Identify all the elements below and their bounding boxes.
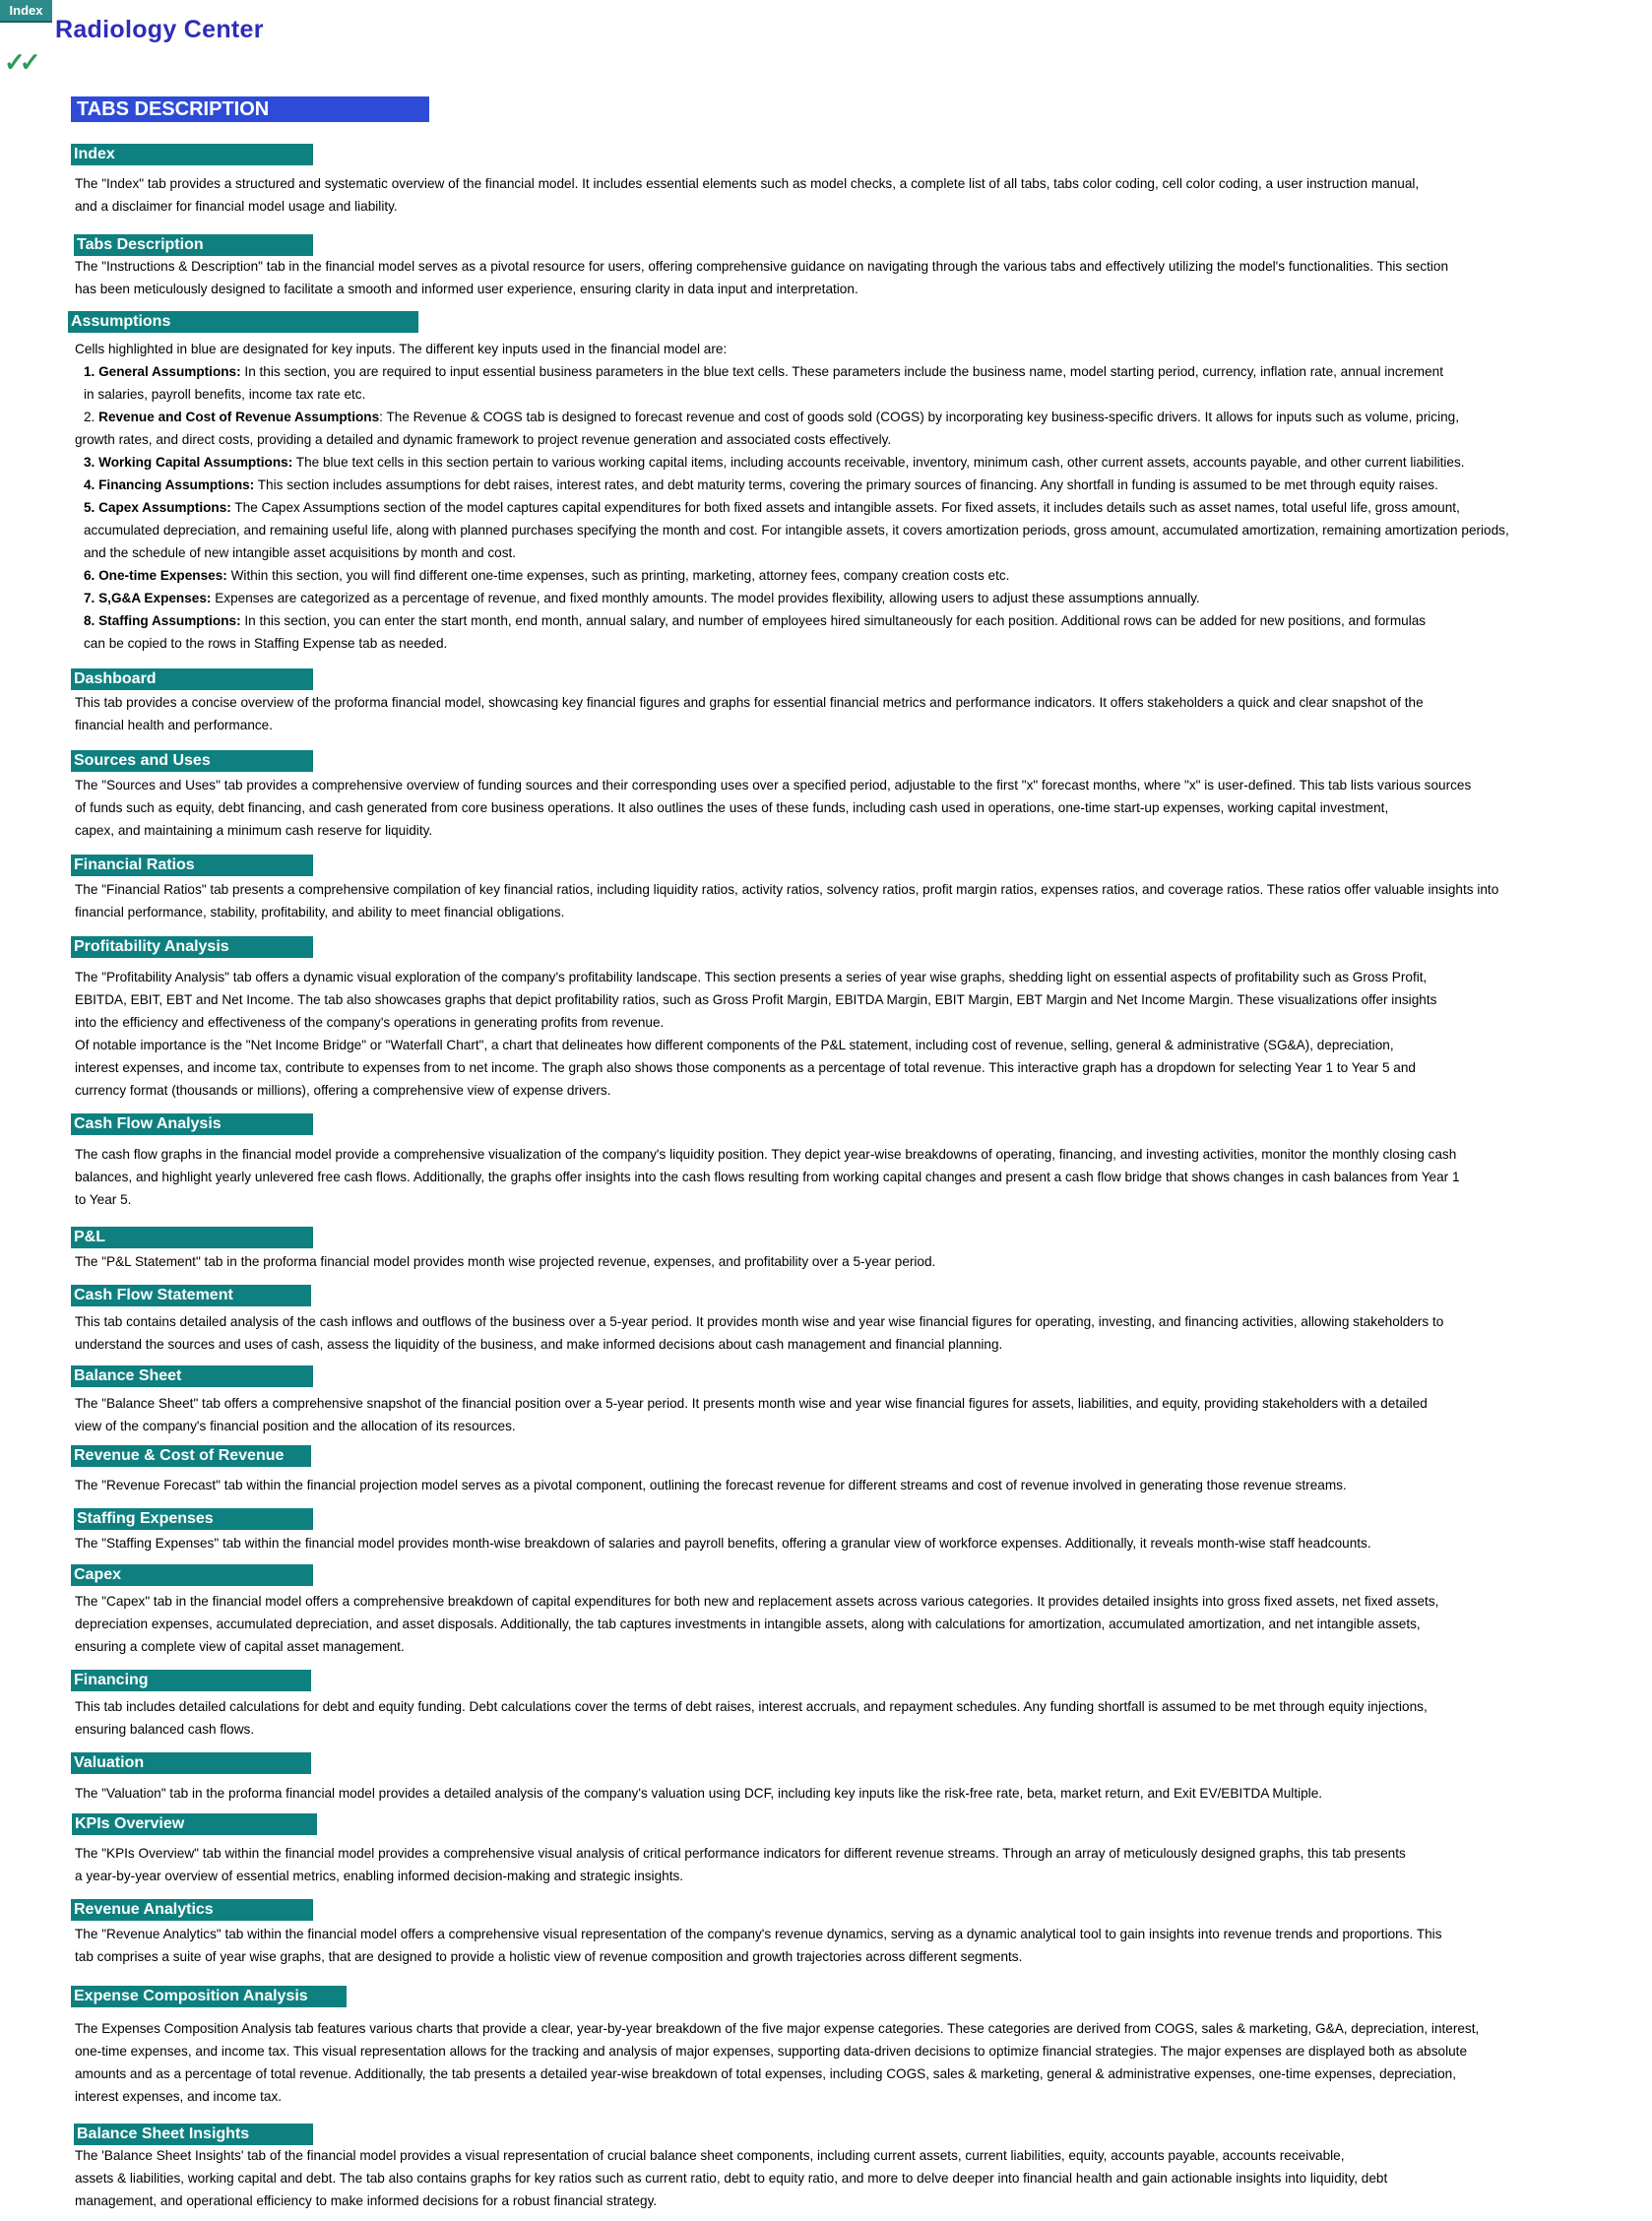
- section-text-revenue-analytics: The "Revenue Analytics" tab within the financial model offers a comprehensive visual representation of the company's revenue dynamics, serving as a dynamic analytical tool to gain insights into revenue trends and proportions. This tab comprises a suite of year wise graphs, that are designed to provide a holistic view of revenue composition and growth trajectories across different segments.: [75, 1927, 1442, 1964]
- section-header-index: Index: [71, 144, 313, 165]
- section-header-capex: Capex: [71, 1564, 313, 1586]
- check-icon: ✓✓: [4, 47, 35, 77]
- app-title: Radiology Center: [55, 16, 264, 43]
- page-title-banner: TABS DESCRIPTION: [71, 96, 429, 122]
- section-header-financial-ratios: Financial Ratios: [71, 855, 313, 876]
- section-header-bs-insights: Balance Sheet Insights: [74, 2124, 313, 2145]
- section-text-pl: The "P&L Statement" tab in the proforma financial model provides month wise projected revenue, expenses, and profitability over a 5-year period.: [75, 1254, 936, 1269]
- section-header-kpis: KPIs Overview: [72, 1813, 317, 1835]
- section-header-assumptions: Assumptions: [68, 311, 418, 333]
- section-header-sources-uses: Sources and Uses: [71, 750, 313, 772]
- section-header-profitability: Profitability Analysis: [71, 936, 313, 958]
- section-text-profitability: The "Profitability Analysis" tab offers a dynamic visual exploration of the company's profitability landscape. This section presents a series of year wise graphs, shedding light on essential aspects of profitability such as Gross Profit, EBITDA, EBIT, EBT and Net Income. The tab also showcases graphs that depict profitability ratios, such as Gross Profit Margin, EBITDA Margin, EBIT Margin, EBT Margin and Net Income Margin. These visualizations offer insights into the efficiency and effectiveness of the company's operations in generating profits from revenue. Of notable importance is the "Net Income Bridge" or "Waterfall Chart", a chart that delineates how different components of the P&L statement, including cost of revenue, selling, general & administrative (SG&A), depreciation, interest expenses, and income tax, contribute to expenses from to net income. The graph also shows those components as a percentage of total revenue. This interactive graph has a dropdown for selecting Year 1 to Year 5 and currency format (thousands or millions), offering a comprehensive view of expense drivers.: [75, 970, 1437, 1098]
- section-text-cash-flow-analysis: The cash flow graphs in the financial model provide a comprehensive visualization of the company's liquidity position. They depict year-wise breakdowns of operating, financing, and investing activities, monitor the monthly closing cash balances, and highlight yearly unlevered free cash flows. Additionally, the graphs offer insights into the cash flows resulting from working capital changes and present a cash flow bridge that shows changes in cash balances from Year 1 to Year 5.: [75, 1147, 1460, 1207]
- section-text-sources-uses: The "Sources and Uses" tab provides a comprehensive overview of funding sources and their corresponding uses over a specified period, adjustable to the first "x" forecast months, where "x" is user-defined. This tab lists various sources of funds such as equity, debt financing, and cash generated from core business operations. It also outlines the uses of these funds, including cash used in operations, one-time start-up expenses, working capital investment, capex, and maintaining a minimum cash reserve for liquidity.: [75, 778, 1472, 838]
- section-header-tabs-description: Tabs Description: [74, 234, 313, 256]
- section-header-pl: P&L: [71, 1227, 313, 1248]
- section-text-dashboard: This tab provides a concise overview of the proforma financial model, showcasing key financial figures and graphs for essential financial metrics and performance indicators. It offers stakeholders a quick and clear snapshot of the financial health and performance.: [75, 695, 1424, 732]
- section-text-balance-sheet: The "Balance Sheet" tab offers a comprehensive snapshot of the financial position over a 5-year period. It presents month wise and year wise financial figures for assets, liabilities, and equity, providing stakeholders with a detailed view of the company's financial position and the allocation of its resources.: [75, 1396, 1428, 1433]
- section-header-cash-flow-statement: Cash Flow Statement: [71, 1285, 311, 1306]
- section-text-kpis: The "KPIs Overview" tab within the financial model provides a comprehensive visual analysis of critical performance indicators for different revenue streams. Through an array of meticulously designed graphs, this tab presents a year-by-year overview of essential metrics, enabling informed decision-making and strategic insights.: [75, 1846, 1406, 1883]
- section-text-capex: The "Capex" tab in the financial model offers a comprehensive breakdown of capital expenditures for both new and replacement assets across various categories. It provides detailed insights into gross fixed assets, net fixed assets, depreciation expenses, accumulated depreciation, and asset disposals. Additionally, the tab captures investments in intangible assets, along with calculations for amortization, accumulated amortization, and net intangible assets, ensuring a complete view of capital asset management.: [75, 1594, 1439, 1654]
- index-nav-button[interactable]: Index: [0, 0, 52, 23]
- section-text-index: The "Index" tab provides a structured and systematic overview of the financial model. It includes essential elements such as model checks, a complete list of all tabs, tabs color coding, cell color coding, a user instruction manual, and a disclaimer for financial model usage and liability.: [75, 176, 1420, 214]
- section-text-valuation: The "Valuation" tab in the proforma financial model provides a detailed analysis of the company's valuation using DCF, including key inputs like the risk-free rate, beta, market return, and Exit EV/EBITDA Multiple.: [75, 1786, 1323, 1801]
- section-header-balance-sheet: Balance Sheet: [71, 1365, 313, 1387]
- section-header-dashboard: Dashboard: [71, 668, 313, 690]
- section-header-staffing: Staffing Expenses: [74, 1508, 313, 1530]
- section-header-revenue-analytics: Revenue Analytics: [71, 1899, 313, 1921]
- section-header-revenue-cost: Revenue & Cost of Revenue: [71, 1445, 311, 1467]
- section-header-cash-flow-analysis: Cash Flow Analysis: [71, 1113, 313, 1135]
- section-text-assumptions: Cells highlighted in blue are designated for key inputs. The different key inputs used in the financial model are: 1. General Assumptions: In this section, you are required to input essential business parameters in the blue text cells. These parameters include the business name, model starting period, currency, inflation rate, annual increment in salaries, payroll benefits, income tax rate etc. 2. Revenue and Cost of Revenue Assumptions: The Revenue & COGS tab is designed to forecast revenue and cost of goods sold (COGS) by incorporating key business-specific drivers. It allows for inputs such as volume, pricing, growth rates, and direct costs, providing a detailed and dynamic framework to project revenue generation and associated costs effectively. 3. Working Capital Assumptions: The blue text cells in this section pertain to various working capital items, including accounts receivable, inventory, minimum cash, other current assets, accounts payable, and other current liabilities. 4. Financing Assumptions: This section includes assumptions for debt raises, interest rates, and debt maturity terms, covering the primary sources of financing. Any shortfall in funding is assumed to be met through equity raises. 5. Capex Assumptions: The Capex Assumptions section of the model captures capital expenditures for both fixed assets and intangible assets. For fixed assets, it includes details such as asset names, total useful life, gross amount, accumulated depreciation, and remaining useful life, along with planned purchases specifying the month and cost. For intangible assets, it covers amortization periods, gross amount, accumulated amortization, remaining amortization periods, and the schedule of new intangible asset acquisitions by month and cost. 6. One-time Expenses: Within this section, you will find different one-time expenses, such as printing, marketing, attorney fees, company creation costs etc. 7. S,G&A Expenses: Expenses are categorized as a percentage of revenue, and fixed monthly amounts. The model provides flexibility, allowing users to adjust these assumptions annually. 8. Staffing Assumptions: In this section, you can enter the start month, end month, annual salary, and number of employees hired simultaneously for each position. Additional rows can be added for new positions, and formulas can be copied to the rows in Staffing Expense tab as needed.: [75, 342, 1509, 651]
- section-text-expense-composition: The Expenses Composition Analysis tab features various charts that provide a clear, year-by-year breakdown of the five major expense categories. These categories are derived from COGS, sales & marketing, G&A, depreciation, interest, one-time expenses, and income tax. This visual representation allows for the tracking and analysis of major expenses, supporting data-driven decisions to optimize financial strategies. The major expenses are displayed both as absolute amounts and as a percentage of total revenue. Additionally, the tab presents a detailed year-wise breakdown of total expenses, including COGS, sales & marketing, general & administrative expenses, one-time expenses, depreciation, interest expenses, and income tax.: [75, 2021, 1480, 2104]
- section-header-valuation: Valuation: [71, 1752, 311, 1774]
- section-header-expense-composition: Expense Composition Analysis: [71, 1986, 347, 2007]
- section-text-staffing: The "Staffing Expenses" tab within the financial model provides month-wise breakdown of salaries and payroll benefits, offering a granular view of workforce expenses. Additionally, it reveals month-wise staff headcounts.: [75, 1536, 1371, 1551]
- section-text-revenue-cost: The "Revenue Forecast" tab within the financial projection model serves as a pivotal component, outlining the forecast revenue for different streams and cost of revenue involved in generating those revenue streams.: [75, 1478, 1347, 1492]
- section-text-financial-ratios: The "Financial Ratios" tab presents a comprehensive compilation of key financial ratios, including liquidity ratios, activity ratios, solvency ratios, profit margin ratios, expenses ratios, and coverage ratios. These ratios offer valuable insights into financial performance, stability, profitability, and ability to meet financial obligations.: [75, 882, 1499, 920]
- section-header-financing: Financing: [71, 1670, 311, 1691]
- section-text-tabs-description: The "Instructions & Description" tab in the financial model serves as a pivotal resource for users, offering comprehensive guidance on navigating through the various tabs and effectively utilizing the model's functionalities. This section has been meticulously designed to facilitate a smooth and informed user experience, ensuring clarity in data input and interpretation.: [75, 259, 1449, 296]
- section-text-cash-flow-statement: This tab contains detailed analysis of the cash inflows and outflows of the business over a 5-year period. It provides month wise and year wise financial figures for operating, investing, and financing activities, allowing stakeholders to understand the sources and uses of cash, assess the liquidity of the business, and make informed decisions about cash management and financial planning.: [75, 1314, 1444, 1352]
- section-text-financing: This tab includes detailed calculations for debt and equity funding. Debt calculations cover the terms of debt raises, interest accruals, and repayment schedules. Any funding shortfall is assumed to be met through equity injections, ensuring balanced cash flows.: [75, 1699, 1428, 1737]
- section-text-bs-insights: The 'Balance Sheet Insights' tab of the financial model provides a visual representation of crucial balance sheet components, including current assets, current liabilities, equity, accounts payable, accounts receivable, assets & liabilities, working capital and debt. The tab also contains graphs for key ratios such as current ratio, debt to equity ratio, and more to delve deeper into financial health and gain actionable insights into liquidity, debt management, and operational efficiency to make informed decisions for a robust financial strategy.: [75, 2148, 1388, 2208]
